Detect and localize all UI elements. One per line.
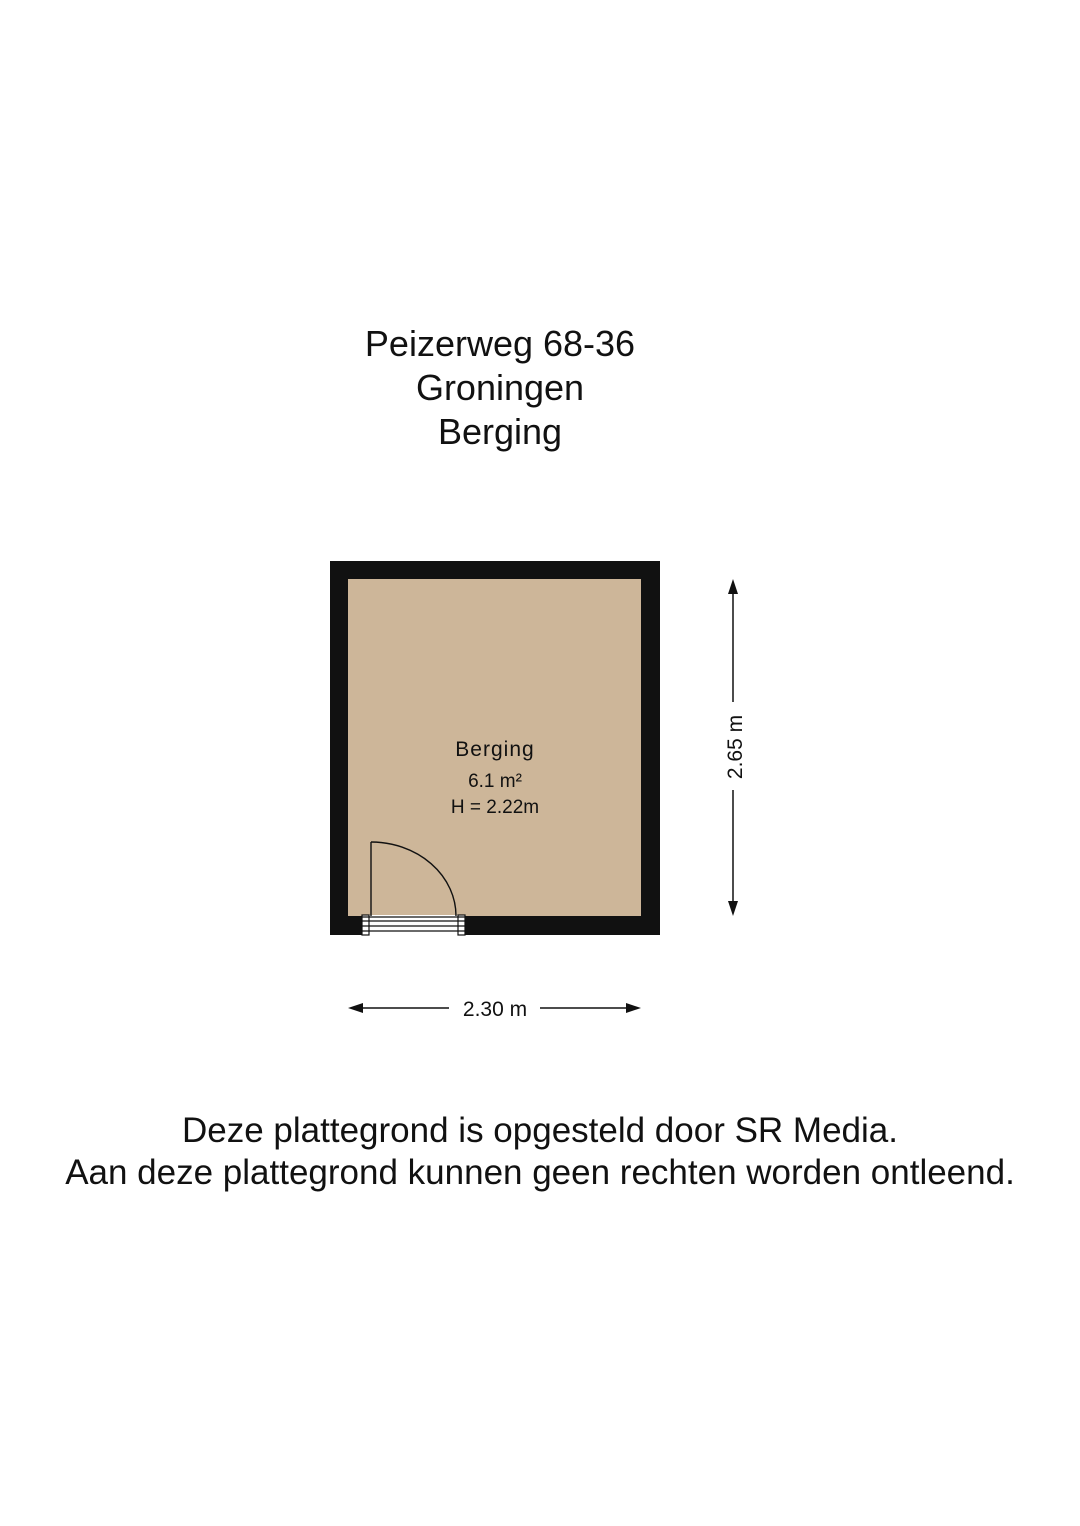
disclaimer [0, 1110, 1080, 1194]
room-height: H = 2.22m [450, 797, 540, 818]
disclaimer-line-1: Deze plattegrond is opgesteld door SR Media. [182, 1111, 898, 1150]
depth-dimension-label: 2.65 m [724, 714, 747, 780]
floor-title: Berging [437, 411, 563, 452]
width-dimension-label: 2.30 m [462, 998, 528, 1021]
disclaimer-line-2: Aan deze plattegrond kunnen geen rechten worden ontleend. [65, 1153, 1015, 1192]
city-title: Groningen [415, 367, 585, 408]
room-area: 6.1 m² [468, 771, 522, 792]
address-title: Peizerweg 68-36 [364, 323, 636, 364]
room-name: Berging [455, 738, 535, 761]
